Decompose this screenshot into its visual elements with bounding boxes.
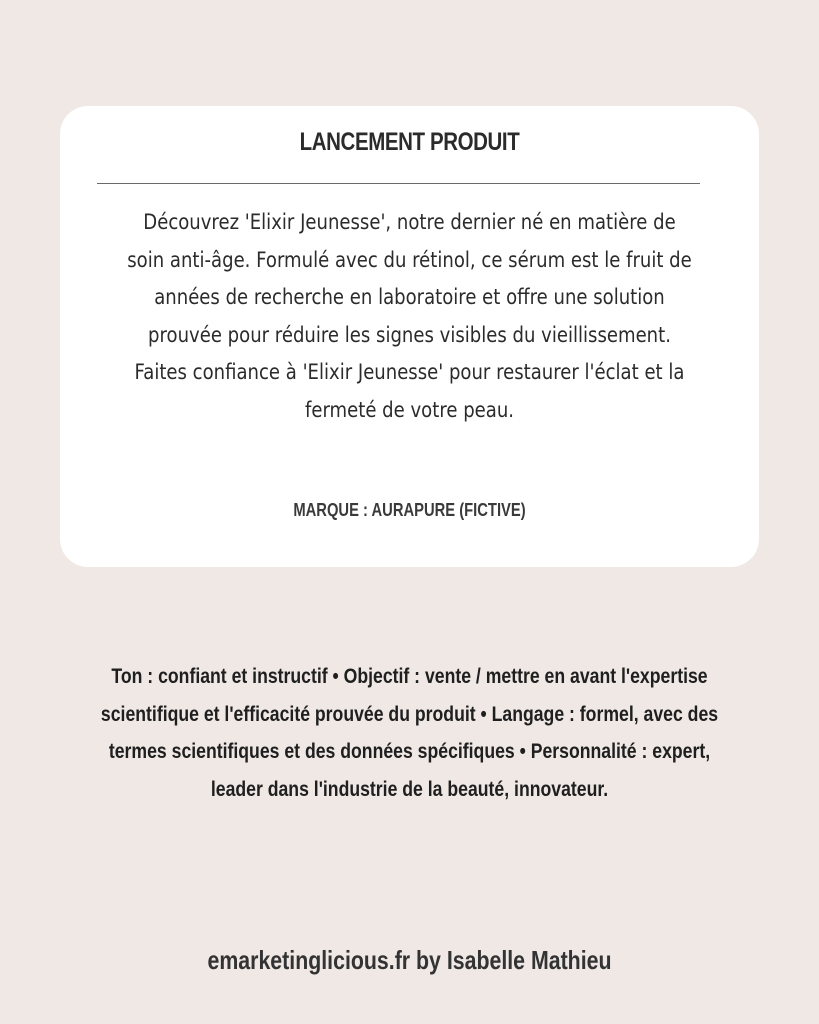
footer-credit: emarketinglicious.fr by Isabelle Mathieu [207, 945, 612, 975]
card-body-text: Découvrez 'Elixir Jeunesse', notre dernier né en matière de soin anti-âge. Formulé avec du rétinol, ce sérum est le fruit de années de recherche en laboratoire et offre une solution prouvée pour réduire les signes visibles du vieillissement. Faites confiance à 'Elixir Jeunesse' pour restaurer l'éclat et la fermeté de votre peau. [127, 210, 692, 422]
tone-description: Ton : confiant et instructif • Objectif : vente / mettre en avant l'expertise scientifique et l'efficacité prouvée du produit • Langage : formel, avec des termes scientifiques et des données spécifiques • Personnalité : expert, leader dans l'industrie de la beauté, innovateur. [100, 665, 719, 801]
card-title: LANCEMENT PRODUIT [299, 128, 520, 156]
title-divider [97, 183, 700, 184]
brand-label: MARQUE : AURAPURE (FICTIVE) [293, 500, 526, 520]
